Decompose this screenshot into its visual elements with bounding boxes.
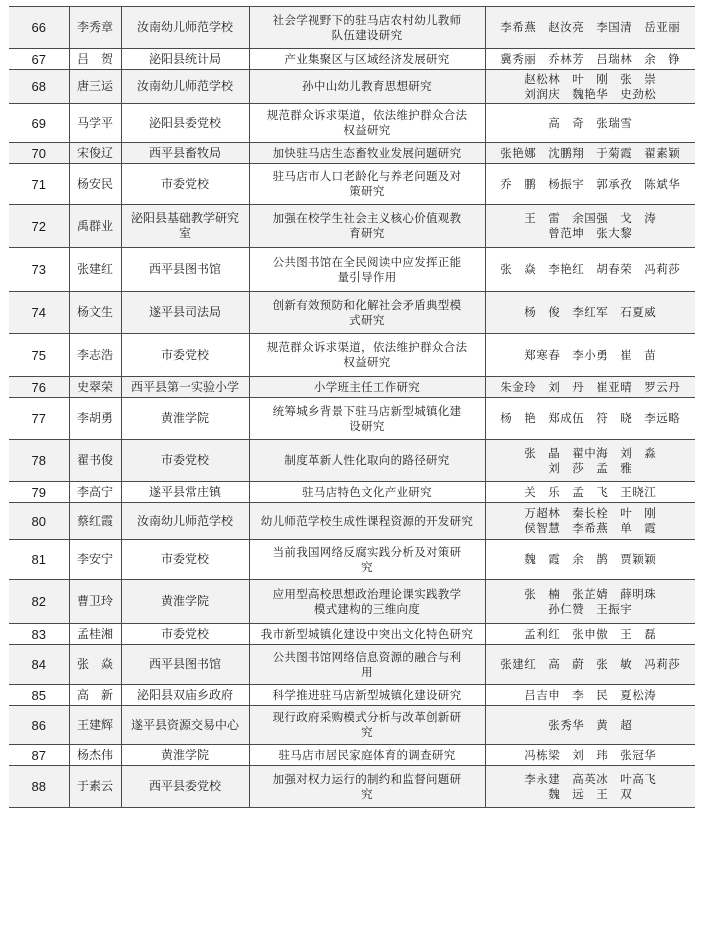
project-title	[249, 580, 485, 624]
organization: 遂平县资源交易中心	[121, 706, 249, 745]
project-title	[249, 377, 485, 398]
project-title-line: 社会学视野下的驻马店农村幼儿教师	[272, 12, 462, 27]
row-number: 85	[9, 685, 69, 706]
table-row	[9, 143, 695, 164]
project-title-line: 究	[361, 559, 373, 574]
team-members	[485, 624, 695, 645]
team-members	[485, 685, 695, 706]
team-members	[485, 334, 695, 377]
row-number: 66	[9, 7, 69, 49]
table-row	[9, 398, 695, 440]
project-title-line: 产业集聚区与区域经济发展研究	[284, 51, 450, 66]
team-members-line: 冀秀丽 乔林芳 吕瑞林 余 铮	[500, 51, 681, 66]
table-row	[9, 205, 695, 248]
project-title-line: 科学推进驻马店新型城镇化建设研究	[272, 687, 462, 702]
organization: 西平县委党校	[121, 766, 249, 808]
organization: 黄淮学院	[121, 398, 249, 440]
organization: 市委党校	[121, 440, 249, 482]
row-number: 88	[9, 766, 69, 808]
row-number: 78	[9, 440, 69, 482]
team-members-line: 侯智慧 李希燕 单 霞	[524, 521, 657, 535]
project-title-line: 权益研究	[343, 123, 391, 137]
project-title	[249, 624, 485, 645]
organization: 市委党校	[121, 334, 249, 377]
team-members	[485, 49, 695, 70]
table-row	[9, 292, 695, 334]
project-title-line: 模式建构的三维向度	[313, 601, 421, 616]
team-members-line: 朱金玲 刘 丹 崔亚晴 罗云丹	[500, 379, 681, 394]
project-title	[249, 503, 485, 540]
project-leader: 蔡红霞	[69, 503, 121, 540]
team-members	[485, 580, 695, 624]
team-members	[485, 205, 695, 248]
organization: 泌阳县委党校	[121, 104, 249, 143]
project-title	[249, 104, 485, 143]
project-title-line: 当前我国网络反腐实践分析及对策研	[272, 544, 462, 559]
team-members	[485, 70, 695, 104]
team-members-line: 赵松林 叶 刚 张 崇	[524, 71, 657, 86]
row-number: 69	[9, 104, 69, 143]
table-row	[9, 706, 695, 745]
research-projects-table	[9, 6, 695, 808]
team-members-line: 关 乐 孟 飞 王晓江	[524, 484, 657, 499]
project-leader: 王建辉	[69, 706, 121, 745]
table-row	[9, 70, 695, 104]
team-members-line: 刘 莎 孟 雅	[548, 460, 633, 475]
project-leader: 张 焱	[69, 645, 121, 685]
team-members-line: 冯栋梁 刘 玮 张冠华	[524, 747, 657, 762]
table-row	[9, 377, 695, 398]
project-leader: 高 新	[69, 685, 121, 706]
project-leader: 杨安民	[69, 164, 121, 205]
table-row	[9, 745, 695, 766]
project-title	[249, 292, 485, 334]
team-members	[485, 248, 695, 292]
row-number: 75	[9, 334, 69, 377]
project-title-line: 权益研究	[343, 355, 391, 369]
team-members	[485, 706, 695, 745]
organization: 汝南幼儿师范学校	[121, 503, 249, 540]
row-number: 67	[9, 49, 69, 70]
project-title-line: 孙中山幼儿教育思想研究	[302, 79, 432, 93]
project-title-line: 加强对权力运行的制约和监督问题研	[272, 771, 462, 786]
project-title	[249, 70, 485, 104]
project-title	[249, 645, 485, 685]
project-title-line: 规范群众诉求渠道，依法维护群众合法	[266, 340, 468, 354]
organization: 市委党校	[121, 540, 249, 580]
project-title-line: 育研究	[349, 226, 385, 240]
team-members-line: 郑寒春 李小勇 崔 苗	[524, 347, 657, 362]
project-title	[249, 482, 485, 503]
project-leader: 张建红	[69, 248, 121, 292]
table-row	[9, 49, 695, 70]
team-members-line: 张艳娜 沈鹏翔 于菊霞 翟素颖	[500, 145, 681, 160]
project-title	[249, 685, 485, 706]
project-leader: 李高宁	[69, 482, 121, 503]
team-members	[485, 766, 695, 808]
organization: 泌阳县基础教学研究室	[121, 205, 249, 248]
row-number: 71	[9, 164, 69, 205]
team-members-line: 张 焱 李艳红 胡春荣 冯莉莎	[500, 262, 681, 276]
team-members	[485, 482, 695, 503]
table-body	[9, 7, 695, 808]
project-leader: 曹卫玲	[69, 580, 121, 624]
organization: 西平县图书馆	[121, 248, 249, 292]
team-members-line: 张建红 高 蔚 张 敏 冯莉莎	[500, 657, 681, 671]
project-title-line: 量引导作用	[337, 269, 397, 284]
team-members-line: 张 楠 张芷婧 薛明珠	[524, 586, 657, 601]
project-title-line: 我市新型城镇化建设中突出文化特色研究	[260, 626, 474, 641]
team-members-line: 李永建 高英冰 叶高飞	[524, 771, 657, 786]
row-number: 81	[9, 540, 69, 580]
project-title-line: 统筹城乡背景下驻马店新型城镇化建	[272, 403, 462, 418]
team-members-line: 杨 艳 郑成伍 符 晓 李远略	[500, 411, 681, 425]
team-members-line: 张秀华 黄 超	[548, 717, 633, 732]
organization: 市委党校	[121, 624, 249, 645]
table-row	[9, 503, 695, 540]
project-title-line: 驻马店市居民家庭体育的调查研究	[278, 747, 456, 762]
project-leader: 李秀章	[69, 7, 121, 49]
organization: 遂平县司法局	[121, 292, 249, 334]
organization: 黄淮学院	[121, 745, 249, 766]
project-title	[249, 205, 485, 248]
project-title	[249, 49, 485, 70]
team-members-line: 孟利红 张申傲 王 磊	[524, 626, 657, 641]
project-title-line: 队伍建设研究	[331, 27, 403, 42]
team-members-line: 李希燕 赵汝亮 李国清 岳亚丽	[500, 20, 681, 34]
team-members-line: 魏 远 王 双	[548, 786, 633, 801]
team-members	[485, 377, 695, 398]
organization: 泌阳县统计局	[121, 49, 249, 70]
project-title	[249, 7, 485, 49]
project-title	[249, 540, 485, 580]
project-title	[249, 248, 485, 292]
row-number: 80	[9, 503, 69, 540]
project-leader: 史翠荣	[69, 377, 121, 398]
team-members-line: 曾范坤 张大黎	[548, 226, 633, 240]
project-title-line: 应用型高校思想政治理论课实践教学	[272, 586, 462, 601]
project-title-line: 究	[361, 725, 373, 739]
project-leader: 吕 贺	[69, 49, 121, 70]
organization: 西平县畜牧局	[121, 143, 249, 164]
team-members-line: 王 雷 余国强 戈 涛	[524, 211, 657, 225]
table-row	[9, 104, 695, 143]
row-number: 76	[9, 377, 69, 398]
team-members-line: 孙仁赞 王振宇	[548, 601, 633, 616]
table-row	[9, 248, 695, 292]
organization: 汝南幼儿师范学校	[121, 70, 249, 104]
table-row	[9, 766, 695, 808]
project-leader: 杨文生	[69, 292, 121, 334]
organization: 黄淮学院	[121, 580, 249, 624]
team-members	[485, 143, 695, 164]
project-leader: 李安宁	[69, 540, 121, 580]
row-number: 68	[9, 70, 69, 104]
table-row	[9, 482, 695, 503]
project-title	[249, 164, 485, 205]
project-title-line: 用	[361, 664, 373, 679]
organization: 汝南幼儿师范学校	[121, 7, 249, 49]
team-members-line: 杨 俊 李红军 石夏威	[524, 305, 657, 319]
project-title-line: 驻马店市人口老龄化与养老问题及对	[272, 169, 462, 183]
organization: 遂平县常庄镇	[121, 482, 249, 503]
table-row	[9, 580, 695, 624]
row-number: 84	[9, 645, 69, 685]
project-leader: 李志浩	[69, 334, 121, 377]
project-title	[249, 334, 485, 377]
row-number: 83	[9, 624, 69, 645]
project-leader: 孟桂湘	[69, 624, 121, 645]
project-title-line: 驻马店特色文化产业研究	[302, 484, 432, 499]
project-title-line: 创新有效预防和化解社会矛盾典型模	[272, 297, 462, 312]
team-members	[485, 503, 695, 540]
table-row	[9, 624, 695, 645]
row-number: 73	[9, 248, 69, 292]
project-title-line: 公共图书馆在全民阅读中应发挥正能	[272, 254, 462, 269]
team-members	[485, 540, 695, 580]
row-number: 70	[9, 143, 69, 164]
project-title-line: 策研究	[349, 184, 385, 198]
team-members	[485, 292, 695, 334]
team-members-line: 乔 鹏 杨振宇 郭承孜 陈斌华	[500, 176, 681, 191]
team-members-line: 高 奇 张瑞雪	[548, 115, 633, 130]
project-title-line: 式研究	[349, 312, 385, 327]
project-title	[249, 766, 485, 808]
project-title-line: 幼儿师范学校生成性课程资源的开发研究	[260, 513, 474, 528]
team-members-line: 张 晶 翟中海 刘 淼	[524, 445, 657, 460]
organization: 泌阳县双庙乡政府	[121, 685, 249, 706]
team-members	[485, 164, 695, 205]
project-title	[249, 706, 485, 745]
table-row	[9, 645, 695, 685]
project-leader: 禹群业	[69, 205, 121, 248]
project-title	[249, 440, 485, 482]
project-leader: 杨杰伟	[69, 745, 121, 766]
project-title	[249, 398, 485, 440]
project-leader: 翟书俊	[69, 440, 121, 482]
team-members	[485, 7, 695, 49]
project-title-line: 加快驻马店生态畜牧业发展问题研究	[272, 145, 462, 160]
project-leader: 唐三运	[69, 70, 121, 104]
project-title-line: 规范群众诉求渠道，依法维护群众合法	[266, 108, 468, 122]
row-number: 74	[9, 292, 69, 334]
row-number: 86	[9, 706, 69, 745]
project-title-line: 加强在校学生社会主义核心价值观教	[272, 211, 462, 225]
project-title	[249, 143, 485, 164]
organization: 西平县图书馆	[121, 645, 249, 685]
team-members	[485, 104, 695, 143]
organization: 西平县第一实验小学	[121, 377, 249, 398]
table-row	[9, 540, 695, 580]
team-members-line: 刘润庆 魏艳华 史劲松	[524, 86, 657, 101]
team-members	[485, 398, 695, 440]
row-number: 82	[9, 580, 69, 624]
project-leader: 宋俊辽	[69, 143, 121, 164]
project-title-line: 小学班主任工作研究	[313, 379, 421, 394]
team-members-line: 吕吉申 李 民 夏松涛	[524, 687, 657, 702]
table-row	[9, 164, 695, 205]
team-members	[485, 440, 695, 482]
table-row	[9, 7, 695, 49]
table-row	[9, 334, 695, 377]
project-title-line: 设研究	[349, 418, 385, 433]
project-title-line: 制度革新人性化取向的路径研究	[284, 453, 450, 467]
table-row	[9, 685, 695, 706]
team-members-line: 万超林 秦长栓 叶 刚	[524, 506, 657, 520]
project-title-line: 究	[361, 786, 373, 801]
row-number: 79	[9, 482, 69, 503]
project-leader: 马学平	[69, 104, 121, 143]
row-number: 72	[9, 205, 69, 248]
table-row	[9, 440, 695, 482]
row-number: 87	[9, 745, 69, 766]
project-title	[249, 745, 485, 766]
project-leader: 于素云	[69, 766, 121, 808]
team-members-line: 魏 霞 余 鹊 贾颖颖	[524, 552, 657, 566]
organization: 市委党校	[121, 164, 249, 205]
project-title-line: 现行政府采购模式分析与改革创新研	[272, 710, 462, 724]
row-number: 77	[9, 398, 69, 440]
project-leader: 李胡勇	[69, 398, 121, 440]
project-title-line: 公共图书馆网络信息资源的融合与利	[272, 649, 462, 664]
team-members	[485, 645, 695, 685]
team-members	[485, 745, 695, 766]
